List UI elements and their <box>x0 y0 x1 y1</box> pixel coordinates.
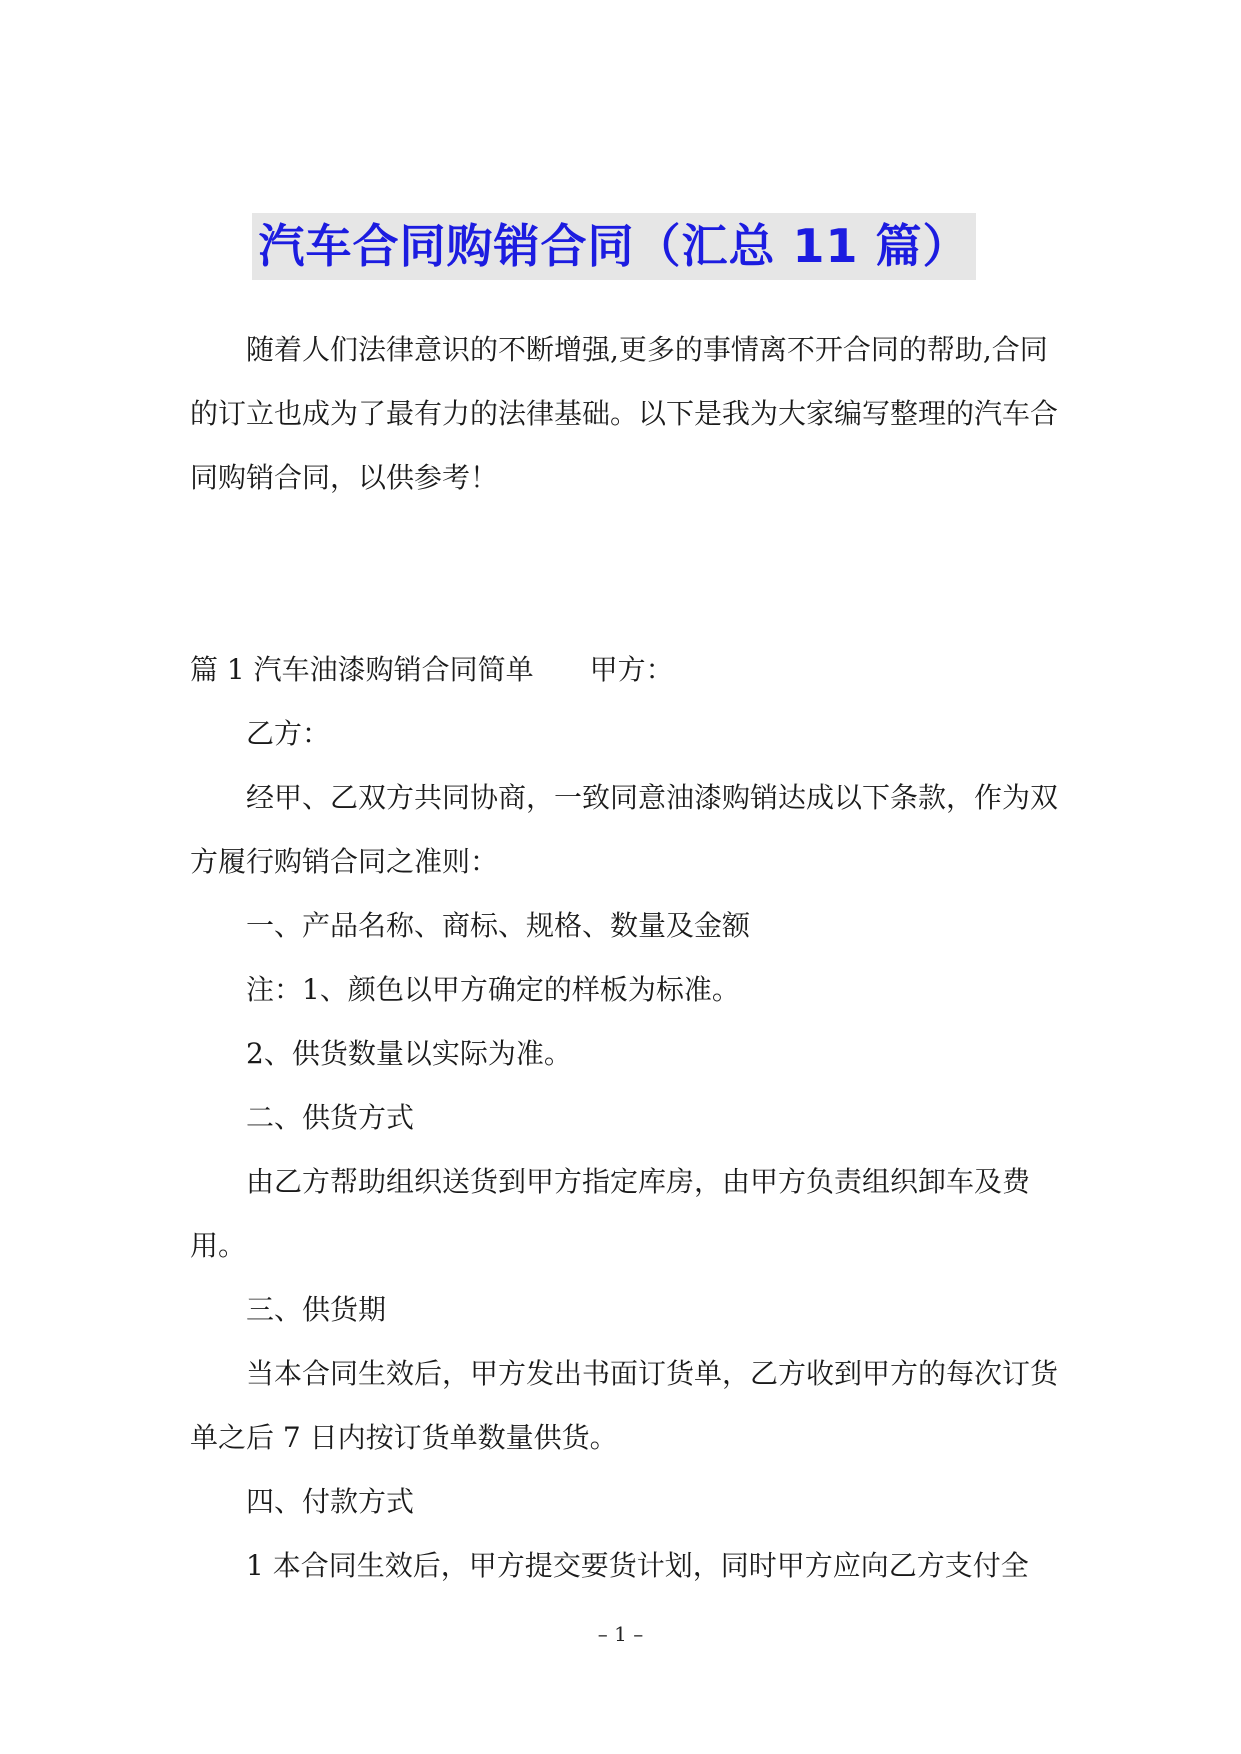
document-body <box>190 318 1060 1598</box>
page-number: – 1 – <box>597 1622 644 1646</box>
intro-paragraph: 随着人们法律意识的不断增强,更多的事情离不开合同的帮助,合同的订立也成为了最有力的法律基础。以下是我为大家编写整理的汽车合同购销合同，以供参考！ <box>190 333 1059 494</box>
section-heading: 篇 1 汽车油漆购销合同简单 <box>190 653 534 686</box>
party-b-label: 乙方： <box>246 717 331 750</box>
body-paragraph: 经甲、乙双方共同协商，一致同意油漆购销达成以下条款，作为双方履行购销合同之准则： <box>190 781 1059 878</box>
clause-heading: 二、供货方式 <box>246 1101 415 1134</box>
clause-heading: 一、产品名称、商标、规格、数量及金额 <box>246 909 751 942</box>
title-highlight <box>252 213 976 280</box>
party-a-label: 甲方： <box>589 653 674 686</box>
document-title: 汽车合同购销合同（汇总 11 篇） <box>258 219 970 273</box>
clause-heading: 三、供货期 <box>246 1293 387 1326</box>
body-paragraph: 由乙方帮助组织送货到甲方指定库房，由甲方负责组织卸车及费用。 <box>190 1165 1031 1262</box>
note-paragraph: 2、供货数量以实际为准。 <box>246 1037 572 1070</box>
note-paragraph: 注：1、颜色以甲方确定的样板为标准。 <box>246 973 740 1006</box>
body-paragraph: 1 本合同生效后，甲方提交要货计划，同时甲方应向乙方支付全 <box>246 1549 1029 1582</box>
clause-heading: 四、付款方式 <box>246 1485 415 1518</box>
section-heading-line <box>190 638 1060 702</box>
body-paragraph: 当本合同生效后，甲方发出书面订货单，乙方收到甲方的每次订货单之后 7 日内按订货单数量供货。 <box>190 1357 1059 1454</box>
